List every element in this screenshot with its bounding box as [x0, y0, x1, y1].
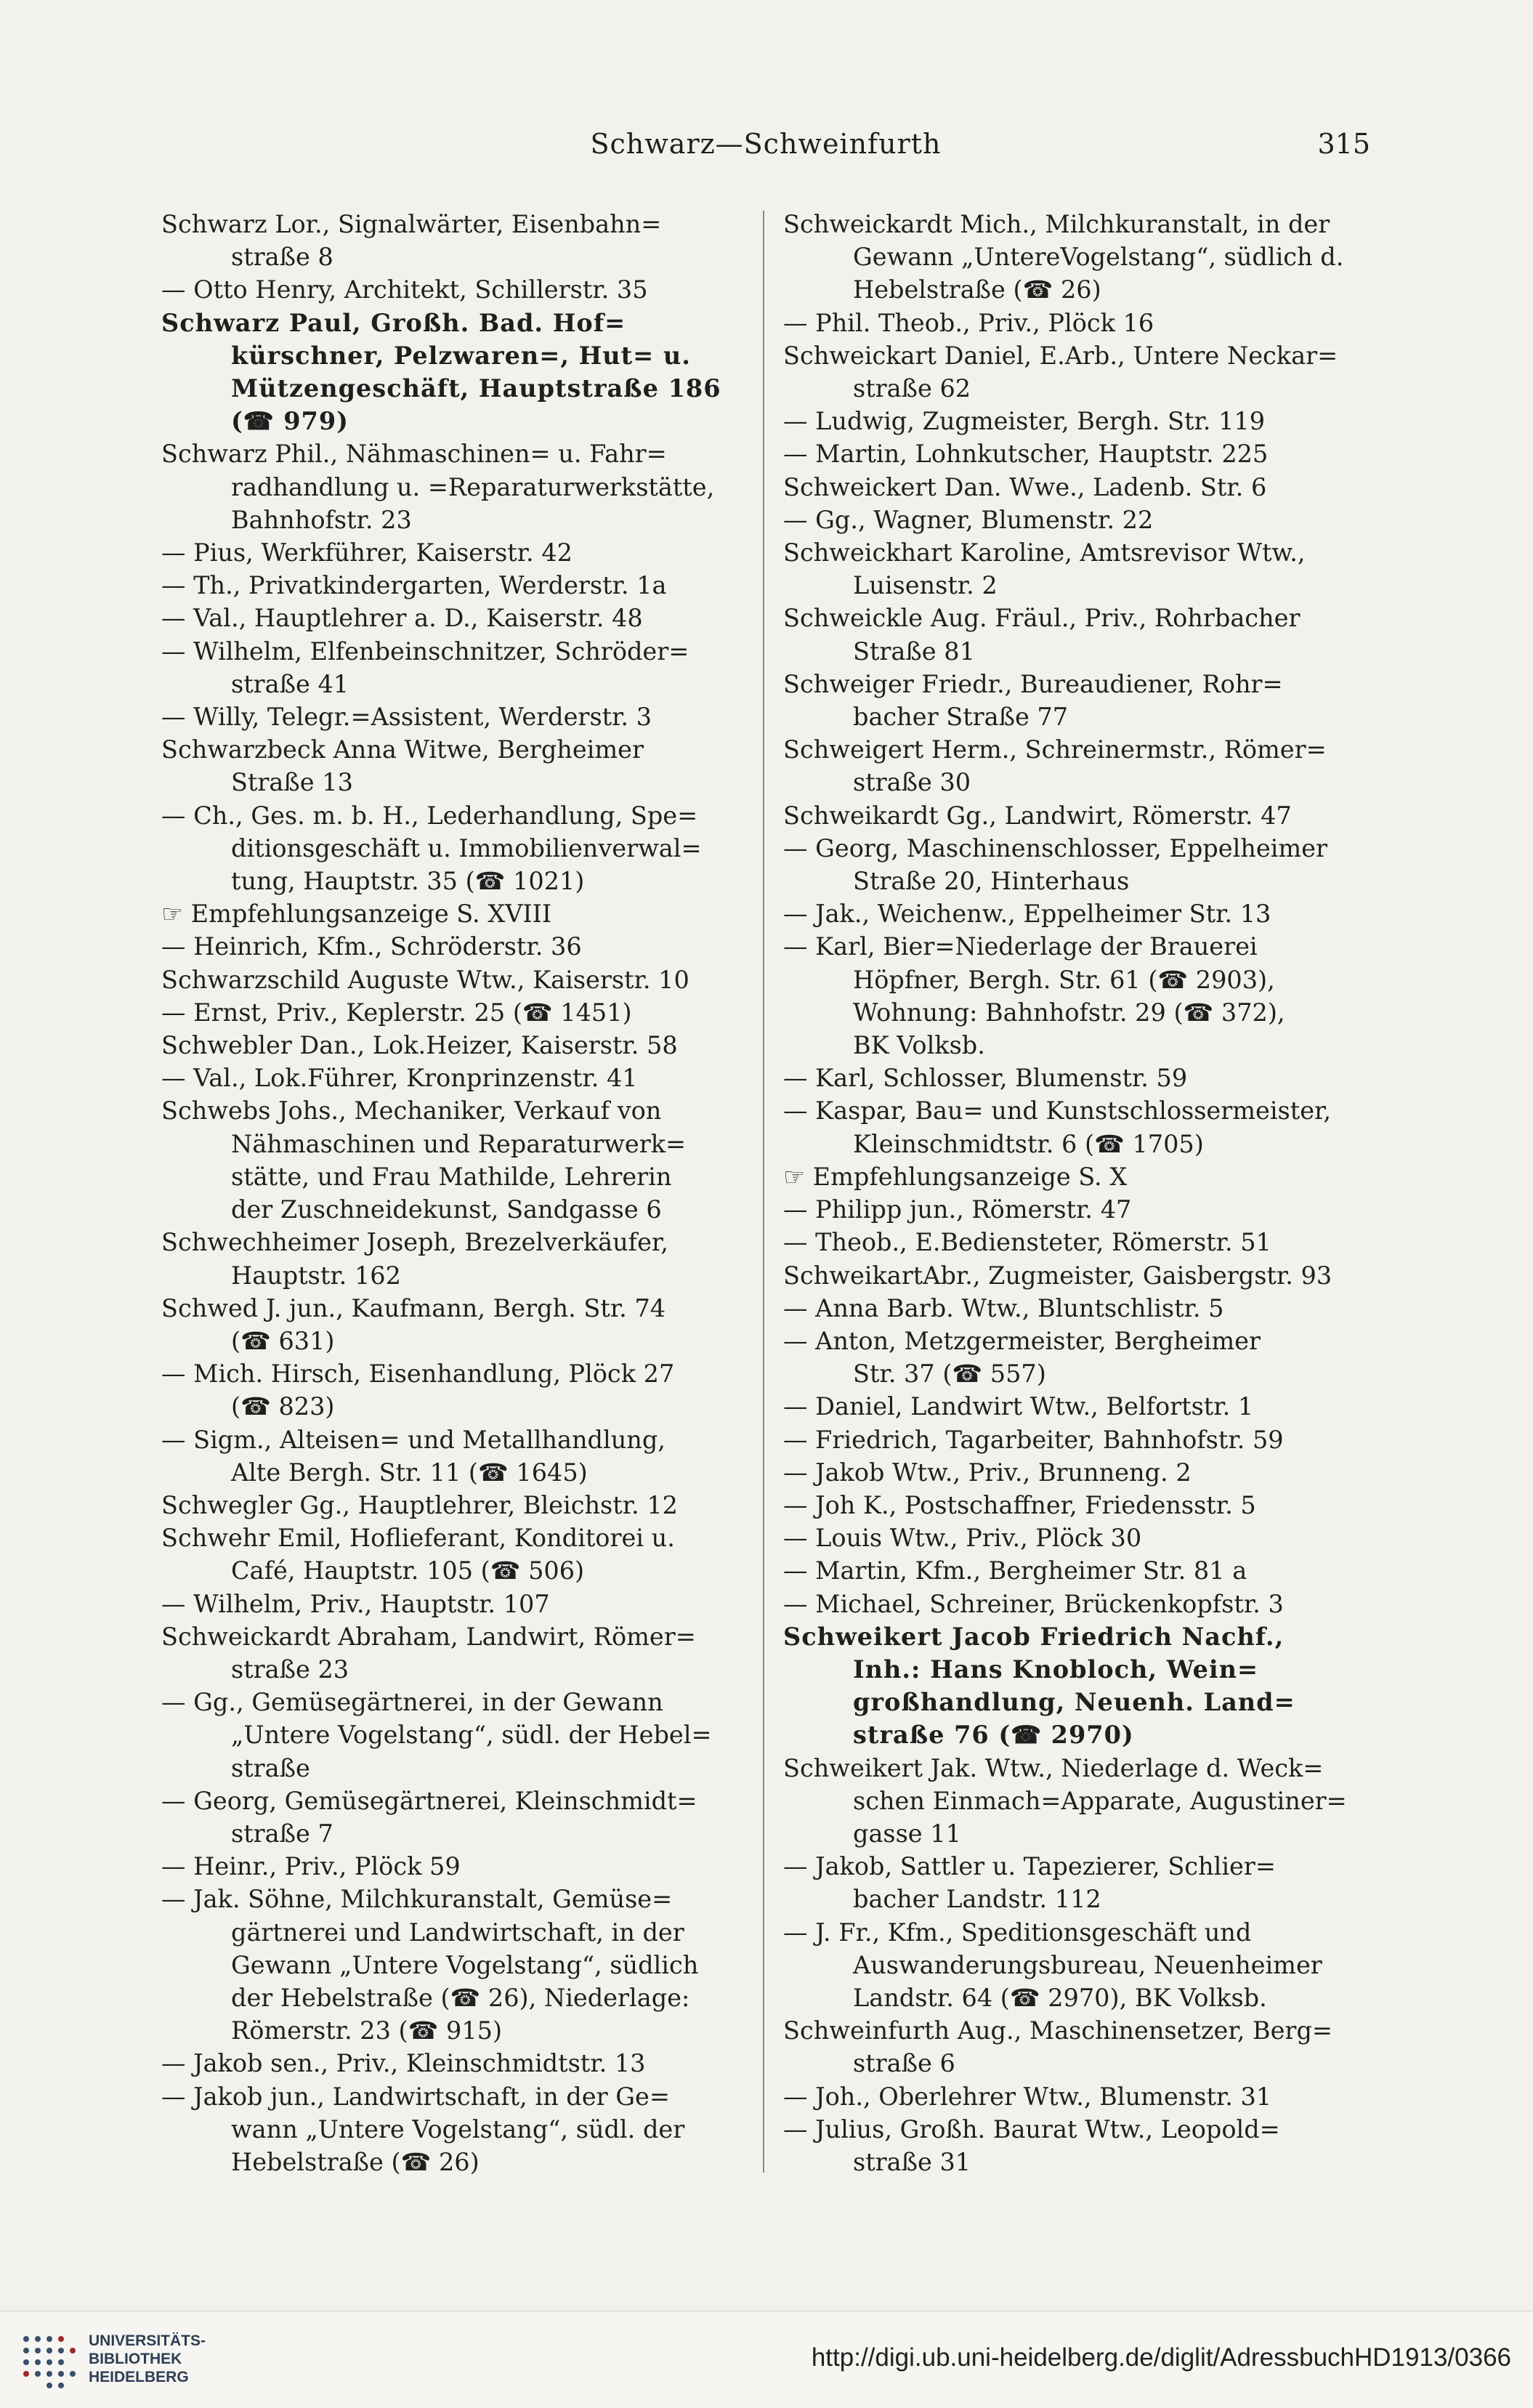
directory-entry: [161, 208, 750, 273]
entry-line: — Anton, Metzgermeister, Bergheimer: [783, 1326, 1261, 1355]
directory-entry: [161, 602, 750, 634]
entry-line: tung, Hauptstr. 35 (☎ 1021): [231, 867, 585, 896]
directory-entry: [783, 1489, 1372, 1522]
column-divider: [763, 211, 764, 2173]
entry-line: — Ch., Ges. m. b. H., Lederhandlung, Spe=: [161, 801, 698, 830]
entry-line: — Joh K., Postschaffner, Friedensstr. 5: [783, 1490, 1256, 1519]
entry-line: Alte Bergh. Str. 11 (☎ 1645): [231, 1458, 588, 1487]
entry-line: Café, Hauptstr. 105 (☎ 506): [231, 1556, 585, 1585]
entry-line: Straße 13: [231, 768, 353, 797]
directory-entry: [783, 2113, 1372, 2178]
directory-entry: [161, 963, 750, 996]
page-number: 315: [1317, 128, 1370, 160]
directory-entry: [161, 1094, 750, 1226]
directory-entry: [161, 1423, 750, 1489]
entry-line: — Julius, Großh. Baurat Wtw., Leopold=: [783, 2114, 1280, 2144]
entry-line: — Jakob Wtw., Priv., Brunneng. 2: [783, 1458, 1192, 1487]
directory-entry: [783, 1522, 1372, 1554]
directory-entry: [783, 1259, 1372, 1292]
entry-line: — Mich. Hirsch, Eisenhandlung, Plöck 27: [161, 1359, 675, 1389]
library-name: [89, 2332, 206, 2386]
directory-entry: [783, 668, 1372, 733]
entry-line: Hebelstraße (☎ 26): [231, 2147, 480, 2176]
entry-line: Schweickart Daniel, E.Arb., Untere Neckar=: [783, 341, 1338, 370]
directory-entry: [783, 1094, 1372, 1160]
entry-line: — Georg, Maschinenschlosser, Eppelheimer: [783, 833, 1328, 862]
entry-line: (☎ 631): [231, 1326, 335, 1355]
library-name-line: UNIVERSITÄTS-: [89, 2332, 206, 2349]
entry-line: straße 23: [231, 1655, 349, 1684]
entry-line: ☞ Empfehlungsanzeige S. XVIII: [161, 900, 552, 929]
entry-line: Schweickert Dan. Wwe., Ladenb. Str. 6: [783, 472, 1267, 501]
entry-line: — Jakob, Sattler u. Tapezierer, Schlier=: [783, 1852, 1276, 1881]
entry-line: straße 6: [853, 2049, 955, 2078]
entry-line: — Jakob jun., Landwirtschaft, in der Ge=: [161, 2082, 670, 2111]
entry-line: — J. Fr., Kfm., Speditionsgeschäft und: [783, 1918, 1252, 1947]
entry-line: — Sigm., Alteisen= und Metallhandlung,: [161, 1425, 666, 1454]
entry-line: Höpfner, Bergh. Str. 61 (☎ 2903),: [853, 965, 1275, 994]
entry-line: Kleinschmidtstr. 6 (☎ 1705): [853, 1129, 1204, 1158]
entry-line: straße 31: [853, 2147, 971, 2176]
entry-line: schen Einmach=Apparate, Augustiner=: [853, 1786, 1347, 1815]
entry-line: — Val., Lok.Führer, Kronprinzenstr. 41: [161, 1064, 638, 1093]
directory-entry: [161, 733, 750, 799]
left-column: [161, 208, 750, 2178]
directory-entry: [161, 996, 750, 1029]
directory-entry: [783, 930, 1372, 1062]
entry-line: Inh.: Hans Knobloch, Wein=: [853, 1655, 1259, 1684]
entry-line: Straße 20, Hinterhaus: [853, 867, 1130, 896]
directory-entry: [161, 536, 750, 569]
entry-line: — Otto Henry, Architekt, Schillerstr. 35: [161, 275, 648, 304]
entry-line: Römerstr. 23 (☎ 915): [231, 2016, 503, 2045]
entry-line: Gewann „Untere Vogelstang“, südlich: [231, 1950, 699, 1979]
entry-line: Schweigert Herm., Schreinermstr., Römer=: [783, 735, 1327, 764]
entry-line: — Kaspar, Bau= und Kunstschlossermeister,: [783, 1096, 1332, 1126]
directory-entry: [161, 437, 750, 536]
entry-line: — Heinrich, Kfm., Schröderstr. 36: [161, 932, 582, 961]
entry-line: — Karl, Bier=Niederlage der Brauerei: [783, 932, 1258, 961]
entry-line: Schwarz Paul, Großh. Bad. Hof=: [161, 308, 626, 337]
directory-entry: [783, 1325, 1372, 1390]
entry-line: — Jak. Söhne, Milchkuranstalt, Gemüse=: [161, 1885, 673, 1914]
directory-entry: [783, 2080, 1372, 2113]
entry-line: Schwarzschild Auguste Wtw., Kaiserstr. 10: [161, 965, 689, 994]
directory-entry: [783, 733, 1372, 799]
directory-entry: [161, 635, 750, 700]
entry-line: BK Volksb.: [853, 1031, 985, 1060]
entry-line: straße 62: [853, 374, 971, 403]
entry-line: Schwarz Lor., Signalwärter, Eisenbahn=: [161, 210, 662, 238]
directory-entry: [783, 504, 1372, 536]
footer-bar: [0, 2311, 1533, 2408]
directory-entry: [783, 897, 1372, 930]
source-url-link[interactable]: http://digi.ub.uni-heidelberg.de/diglit/AdressbuchHD1913/0366: [811, 2343, 1511, 2372]
entry-line: — Heinr., Priv., Plöck 59: [161, 1852, 461, 1881]
entry-line: — Gg., Gemüsegärtnerei, in der Gewann: [161, 1688, 663, 1717]
entry-line: — Ernst, Priv., Keplerstr. 25 (☎ 1451): [161, 998, 632, 1027]
directory-entry: [161, 1620, 750, 1686]
directory-entry: [783, 1292, 1372, 1325]
entry-line: Schweickardt Mich., Milchkuranstalt, in der: [783, 210, 1330, 238]
directory-entry: [161, 1850, 750, 1883]
entry-line: gasse 11: [853, 1819, 961, 1848]
directory-entry: [161, 1522, 750, 1587]
directory-entry: [783, 2014, 1372, 2080]
library-name-line: HEIDELBERG: [89, 2369, 189, 2385]
directory-entry: [783, 536, 1372, 602]
entry-line: — Michael, Schreiner, Brückenkopfstr. 3: [783, 1589, 1284, 1618]
entry-line: straße 76 (☎ 2970): [853, 1721, 1134, 1750]
entry-line: Schwarz Phil., Nähmaschinen= u. Fahr=: [161, 440, 667, 469]
directory-entry: [161, 307, 750, 438]
entry-line: — Philipp jun., Römerstr. 47: [783, 1195, 1132, 1224]
entry-line: Schwechheimer Joseph, Brezelverkäufer,: [161, 1228, 668, 1257]
entry-line: straße 41: [231, 669, 349, 698]
directory-entry: [783, 1193, 1372, 1226]
directory-entry: [783, 1620, 1372, 1752]
entry-line: Luisenstr. 2: [853, 571, 998, 600]
page-header: [161, 128, 1370, 171]
entry-line: Schweinfurth Aug., Maschinensetzer, Berg=: [783, 2016, 1332, 2045]
entry-line: — Friedrich, Tagarbeiter, Bahnhofstr. 59: [783, 1425, 1284, 1454]
library-logo-icon: [16, 2329, 78, 2391]
entry-line: Mützengeschäft, Hauptstraße 186: [231, 374, 721, 403]
entry-line: großhandlung, Neuenh. Land=: [853, 1688, 1295, 1717]
directory-entry: [783, 1456, 1372, 1489]
entry-line: Wohnung: Bahnhofstr. 29 (☎ 372),: [853, 998, 1285, 1027]
directory-entry: [783, 832, 1372, 897]
directory-entry: [161, 799, 750, 898]
entry-line: Hebelstraße (☎ 26): [853, 275, 1101, 304]
entry-line: Schweiger Friedr., Bureaudiener, Rohr=: [783, 669, 1283, 698]
directory-entry: [161, 569, 750, 602]
directory-entry: [161, 897, 750, 930]
directory-entry: [783, 1160, 1372, 1193]
running-title: Schwarz—Schweinfurth: [590, 128, 942, 160]
entry-line: — Daniel, Landwirt Wtw., Belfortstr. 1: [783, 1392, 1254, 1421]
entry-line: — Theob., E.Bediensteter, Römerstr. 51: [783, 1228, 1271, 1257]
entry-line: (☎ 979): [231, 407, 349, 436]
directory-entry: [783, 1390, 1372, 1423]
entry-line: straße 8: [231, 243, 333, 272]
entry-line: — Anna Barb. Wtw., Bluntschlistr. 5: [783, 1293, 1224, 1322]
entry-line: — Willy, Telegr.=Assistent, Werderstr. 3: [161, 703, 652, 732]
entry-line: bacher Straße 77: [853, 703, 1069, 732]
entry-line: Schwarzbeck Anna Witwe, Bergheimer: [161, 735, 644, 764]
entry-line: — Jakob sen., Priv., Kleinschmidtstr. 13: [161, 2049, 646, 2078]
entry-line: der Zuschneidekunst, Sandgasse 6: [231, 1195, 662, 1224]
entry-line: — Wilhelm, Elfenbeinschnitzer, Schröder=: [161, 637, 689, 666]
entry-line: Schweikert Jak. Wtw., Niederlage d. Weck=: [783, 1753, 1324, 1782]
entry-line: Bahnhofstr. 23: [231, 505, 412, 534]
directory-entry: [783, 1850, 1372, 1915]
directory-entry: [783, 307, 1372, 339]
entry-line: Schweickardt Abraham, Landwirt, Römer=: [161, 1622, 696, 1651]
entry-line: stätte, und Frau Mathilde, Lehrerin: [231, 1162, 672, 1191]
entry-line: Nähmaschinen und Reparaturwerk=: [231, 1129, 687, 1158]
directory-entry: [783, 1752, 1372, 1851]
entry-line: straße: [231, 1753, 310, 1782]
directory-entry: [783, 602, 1372, 667]
entry-line: der Hebelstraße (☎ 26), Niederlage:: [231, 1983, 690, 2012]
entry-line: Schweickhart Karoline, Amtsrevisor Wtw.,: [783, 538, 1306, 567]
directory-entry: [161, 273, 750, 306]
entry-line: Schwegler Gg., Hauptlehrer, Bleichstr. 12: [161, 1490, 678, 1519]
directory-entry: [161, 700, 750, 733]
entry-line: Schweikert Jacob Friedrich Nachf.,: [783, 1622, 1285, 1651]
entry-line: — Martin, Lohnkutscher, Hauptstr. 225: [783, 440, 1269, 469]
directory-entry: [783, 1226, 1372, 1258]
directory-entry: [161, 930, 750, 963]
directory-entry: [783, 339, 1372, 405]
directory-entry: [161, 1489, 750, 1522]
directory-entry: [783, 471, 1372, 504]
entry-line: — Martin, Kfm., Bergheimer Str. 81 a: [783, 1556, 1247, 1585]
entry-line: SchweikartAbr., Zugmeister, Gaisbergstr. 93: [783, 1261, 1332, 1290]
entry-line: — Georg, Gemüsegärtnerei, Kleinschmidt=: [161, 1786, 697, 1815]
directory-entry: [161, 1357, 750, 1423]
entry-line: — Louis Wtw., Priv., Plöck 30: [783, 1524, 1142, 1553]
entry-line: ☞ Empfehlungsanzeige S. X: [783, 1162, 1128, 1191]
directory-entry: [161, 1785, 750, 1850]
entry-line: straße 30: [853, 768, 971, 797]
directory-entry: [161, 2047, 750, 2080]
entry-line: bacher Landstr. 112: [853, 1885, 1101, 1914]
library-name-line: BIBLIOTHEK: [89, 2351, 182, 2367]
entry-line: straße 7: [231, 1819, 333, 1848]
entry-line: — Ludwig, Zugmeister, Bergh. Str. 119: [783, 407, 1266, 436]
entry-line: Schwed J. jun., Kaufmann, Bergh. Str. 74: [161, 1293, 666, 1322]
right-column: [783, 208, 1372, 2178]
entry-line: — Phil. Theob., Priv., Plöck 16: [783, 308, 1154, 337]
entry-line: kürschner, Pelzwaren=, Hut= u.: [231, 341, 691, 370]
entry-line: Schwebs Johs., Mechaniker, Verkauf von: [161, 1096, 662, 1126]
entry-line: — Gg., Wagner, Blumenstr. 22: [783, 505, 1154, 534]
entry-line: Schweickle Aug. Fräul., Priv., Rohrbacher: [783, 604, 1301, 633]
directory-entry: [783, 1062, 1372, 1094]
entry-line: gärtnerei und Landwirtschaft, in der: [231, 1918, 684, 1947]
entry-line: (☎ 823): [231, 1392, 335, 1421]
entry-line: — Joh., Oberlehrer Wtw., Blumenstr. 31: [783, 2082, 1272, 2111]
directory-entry: [161, 1292, 750, 1357]
entry-line: — Pius, Werkführer, Kaiserstr. 42: [161, 538, 573, 567]
entry-line: — Wilhelm, Priv., Hauptstr. 107: [161, 1589, 550, 1618]
directory-entry: [161, 2080, 750, 2179]
directory-entry: [161, 1686, 750, 1785]
entry-line: — Th., Privatkindergarten, Werderstr. 1a: [161, 571, 667, 600]
entry-line: — Karl, Schlosser, Blumenstr. 59: [783, 1064, 1188, 1093]
entry-line: — Val., Hauptlehrer a. D., Kaiserstr. 48: [161, 604, 643, 633]
directory-entry: [161, 1062, 750, 1094]
directory-entry: [783, 1916, 1372, 2015]
directory-entry: [783, 405, 1372, 437]
directory-entry: [783, 1423, 1372, 1456]
directory-entry: [783, 1588, 1372, 1620]
directory-entry: [161, 1029, 750, 1062]
entry-line: Gewann „UntereVogelstang“, südlich d.: [853, 243, 1344, 272]
directory-entry: [783, 799, 1372, 832]
directory-entry: [783, 208, 1372, 307]
entry-line: wann „Untere Vogelstang“, südl. der: [231, 2114, 685, 2144]
directory-entry: [783, 437, 1372, 470]
entry-line: Str. 37 (☎ 557): [853, 1359, 1046, 1389]
entry-line: Schwebler Dan., Lok.Heizer, Kaiserstr. 58: [161, 1031, 678, 1060]
entry-line: Hauptstr. 162: [231, 1261, 401, 1290]
entry-line: Schweikardt Gg., Landwirt, Römerstr. 47: [783, 801, 1292, 830]
entry-line: Schwehr Emil, Hoflieferant, Konditorei u.: [161, 1524, 675, 1553]
entry-line: Auswanderungsbureau, Neuenheimer: [853, 1950, 1322, 1979]
directory-entry: [783, 1554, 1372, 1587]
entry-line: radhandlung u. =Reparaturwerkstätte,: [231, 472, 715, 501]
directory-entry: [161, 1588, 750, 1620]
entry-line: Straße 81: [853, 637, 975, 666]
directory-entry: [161, 1883, 750, 2047]
directory-entry: [161, 1226, 750, 1291]
entry-line: ditionsgeschäft u. Immobilienverwal=: [231, 833, 702, 862]
entry-line: Landstr. 64 (☎ 2970), BK Volksb.: [853, 1983, 1267, 2012]
entry-line: „Untere Vogelstang“, südl. der Hebel=: [231, 1721, 712, 1750]
entry-line: — Jak., Weichenw., Eppelheimer Str. 13: [783, 900, 1271, 929]
